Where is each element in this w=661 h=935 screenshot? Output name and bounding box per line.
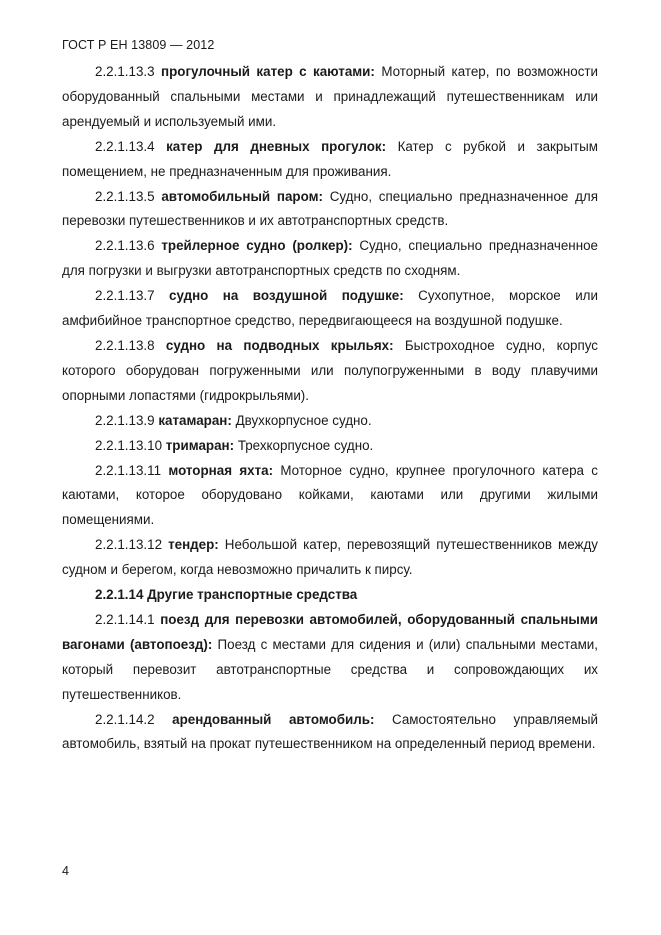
term-definition: Судно, специально предназначенное для перевозки путешественников и их автотранспортных средств. <box>62 188 598 229</box>
term-paragraph <box>62 533 598 583</box>
term-definition: Самостоятельно управляемый автомобиль, взятый на прокат путешественником на определенный период времени. <box>62 711 598 752</box>
term-paragraph <box>62 60 598 135</box>
term-paragraph <box>62 334 598 409</box>
term-definition: Моторный катер, по возможности оборудованный спальными местами и принадлежащий путешественникам или арендуемый и используемый ими. <box>62 64 598 129</box>
term-title: прогулочный катер с каютами: <box>161 64 375 79</box>
term-number: 2.2.1.13.3 <box>95 64 155 79</box>
term-number: 2.2.1.13.7 <box>95 288 155 304</box>
term-number: 2.2.1.13.8 <box>95 337 155 353</box>
term-definition: Моторное судно, крупнее прогулочного катера с каютами, которое оборудовано койками, каютами или другими жилыми помещениями. <box>62 462 598 528</box>
term-paragraph <box>62 284 598 334</box>
term-title: судно на подводных крыльях: <box>165 337 394 353</box>
term-number: 2.2.1.13.5 <box>95 188 155 204</box>
term-definition: Судно, специально предназначенное для погрузки и выгрузки автотранспортных средств по сходням. <box>62 238 598 279</box>
term-title: тендер: <box>168 537 219 553</box>
term-title: катер для дневных прогулок: <box>166 138 387 154</box>
term-number: 2.2.1.14.2 <box>95 711 155 727</box>
term-number: 2.2.1.13.4 <box>95 138 155 154</box>
term-number: 2.2.1.13.12 <box>95 537 163 553</box>
term-title: поезд для перевозки автомобилей, оборудованный спальными вагонами (автопоезд): <box>62 611 598 652</box>
term-title: катамаран: <box>158 412 232 428</box>
term-definition: Небольшой катер, перевозящий путешественников между судном и берегом, когда невозможно причалить к пирсу. <box>62 537 598 578</box>
term-title: судно на воздушной подушке: <box>169 288 404 304</box>
term-number: 2.2.1.14.1 <box>95 611 155 627</box>
term-number: 2.2.1.13.6 <box>95 238 155 254</box>
term-paragraph <box>62 185 598 235</box>
term-number: 2.2.1.13.9 <box>95 412 155 428</box>
term-number: 2.2.1.13.10 <box>95 437 163 453</box>
term-paragraph <box>62 135 598 185</box>
section-number: 2.2.1.14 <box>95 587 144 603</box>
term-definition: Катер с рубкой и закрытым помещением, не предназначенным для проживания. <box>62 138 598 179</box>
section-heading <box>62 583 598 608</box>
term-title: автомобильный паром: <box>161 188 323 204</box>
document-header: ГОСТ Р ЕН 13809 — 2012 <box>62 38 215 52</box>
term-paragraph <box>62 708 598 758</box>
term-number: 2.2.1.13.11 <box>95 462 162 478</box>
term-definition: Двухкорпусное судно. <box>235 412 372 428</box>
document-body <box>62 60 598 757</box>
term-title: трейлерное судно (ролкер): <box>161 238 353 254</box>
term-paragraph <box>62 608 598 708</box>
term-title: моторная яхта: <box>168 462 274 478</box>
term-paragraph <box>62 409 598 434</box>
term-definition: Быстроходное судно, корпус которого оборудован погруженными или полупогруженными в воду плавучими опорными лопастями (гидрокрыльями). <box>62 337 598 403</box>
term-definition: Сухопутное, морское или амфибийное транспортное средство, передвигающееся на воздушной подушке. <box>62 288 598 329</box>
page-number: 4 <box>62 864 69 878</box>
section-title: Другие транспортные средства <box>147 587 358 603</box>
term-title: тримаран: <box>165 437 235 453</box>
term-paragraph <box>62 234 598 284</box>
term-paragraph <box>62 434 598 459</box>
term-title: арендованный автомобиль: <box>172 711 375 727</box>
term-definition: Поезд с местами для сидения и (или) спальными местами, который перевозит автотранспортные средства и сопровождающих их путешественников. <box>62 636 598 702</box>
term-paragraph <box>62 459 598 534</box>
term-definition: Трехкорпусное судно. <box>237 437 374 453</box>
